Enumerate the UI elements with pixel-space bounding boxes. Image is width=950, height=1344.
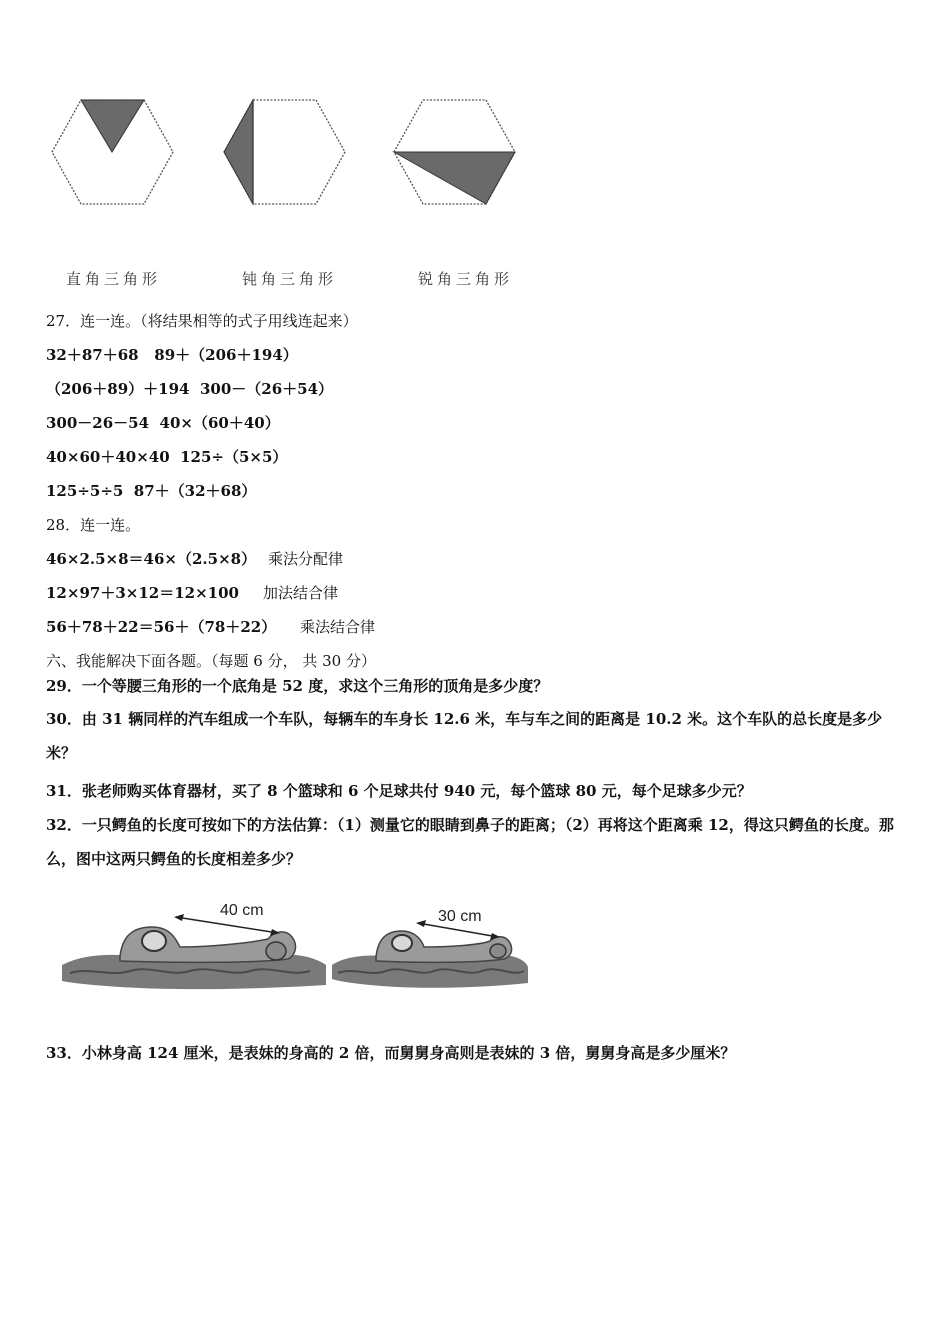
q33-text: 33．小林身高 124 厘米，是表妹的身高的 2 倍，而舅舅身高则是表妹的 3 倍，舅舅身高是多少厘米？ bbox=[46, 1044, 736, 1062]
arrow-head-left bbox=[416, 920, 426, 927]
measure-arrow bbox=[176, 917, 278, 933]
measure-label: 30 cm bbox=[438, 908, 482, 925]
q31-text: 31．张老师购买体育器材，买了 8 个篮球和 6 个足球共付 940 元，每个篮球 80 元，每个足球多少元？ bbox=[46, 782, 752, 800]
crocodile-eye bbox=[392, 935, 412, 951]
q28-row-1-right: 乘法分配律 bbox=[268, 550, 344, 568]
q27-row-4-right: 125÷（5×5） bbox=[180, 448, 288, 466]
crocodile-nose bbox=[266, 942, 286, 960]
hexagon-label-acute: 锐角三角形 bbox=[418, 270, 514, 288]
q27-row-2-right: 300－（26＋54） bbox=[199, 380, 334, 398]
q28-row-3-right: 乘法结合律 bbox=[300, 618, 376, 636]
q28-row-2-right: 加法结合律 bbox=[263, 584, 339, 602]
q28-row-3-left: 56＋78＋22＝56＋（78＋22） bbox=[46, 618, 277, 636]
shaded-triangle bbox=[81, 100, 144, 152]
hexagon-figure-acute-triangle bbox=[390, 95, 520, 210]
q27-row-3 bbox=[46, 413, 280, 433]
q30-text: 30．由 31 辆同样的汽车组成一个车队，每辆车的车身长 12.6 米，车与车之间的距离是 10.2 米。这个车队的总长度是多少米？ bbox=[46, 710, 883, 762]
crocodile-eye bbox=[142, 931, 166, 951]
q28-title: 28．连一连。 bbox=[46, 516, 141, 534]
q27-row-5-left: 125÷5÷5 bbox=[46, 482, 124, 500]
q27-row-2 bbox=[46, 379, 333, 399]
q27-row-1-right: 89＋（206＋194） bbox=[154, 346, 298, 364]
q28-row-2-left: 12×97＋3×12＝12×100 bbox=[46, 584, 239, 602]
hexagon-figure-obtuse-triangle bbox=[220, 95, 350, 210]
crocodile-nose bbox=[490, 944, 506, 958]
q27-row-2-left: （206＋89）＋194 bbox=[46, 380, 190, 398]
q27-row-3-left: 300－26－54 bbox=[46, 414, 150, 432]
arrow-head-left bbox=[174, 914, 184, 921]
hexagon-figure-right-triangle bbox=[48, 95, 178, 210]
crocodile-illustration-2 bbox=[330, 893, 530, 993]
hexagon-label-obtuse: 钝角三角形 bbox=[242, 270, 338, 288]
crocodile-illustration-1 bbox=[60, 893, 328, 993]
measure-label: 40 cm bbox=[220, 902, 264, 919]
q27-row-1-left: 32＋87＋68 bbox=[46, 346, 139, 364]
shaded-triangle bbox=[394, 152, 515, 204]
q32-text: 32．一只鳄鱼的长度可按如下的方法估算：（1）测量它的眼睛到鼻子的距离；（2）再将这个距离乘 12，得这只鳄鱼的长度。那么，图中这两只鳄鱼的长度相差多少？ bbox=[46, 816, 894, 868]
shaded-triangle bbox=[224, 100, 253, 204]
q27-row-3-right: 40×（60＋40） bbox=[159, 414, 280, 432]
q28-row-1-left: 46×2.5×8＝46×（2.5×8） bbox=[46, 550, 257, 568]
hexagon-label-right: 直角三角形 bbox=[66, 270, 162, 288]
q27-row-5 bbox=[46, 481, 256, 501]
q27-title: 27．连一连。（将结果相等的式子用线连起来） bbox=[46, 312, 358, 330]
section-6-title: 六、我能解决下面各题。（每题 6 分， 共 30 分） bbox=[46, 652, 376, 670]
q29-text: 29．一个等腰三角形的一个底角是 52 度，求这个三角形的顶角是多少度？ bbox=[46, 677, 549, 695]
q27-row-4-left: 40×60＋40×40 bbox=[46, 448, 170, 466]
q27-row-1 bbox=[46, 345, 298, 365]
q27-row-5-right: 87＋（32＋68） bbox=[133, 482, 257, 500]
measure-arrow bbox=[418, 923, 498, 937]
q27-row-4 bbox=[46, 447, 287, 467]
